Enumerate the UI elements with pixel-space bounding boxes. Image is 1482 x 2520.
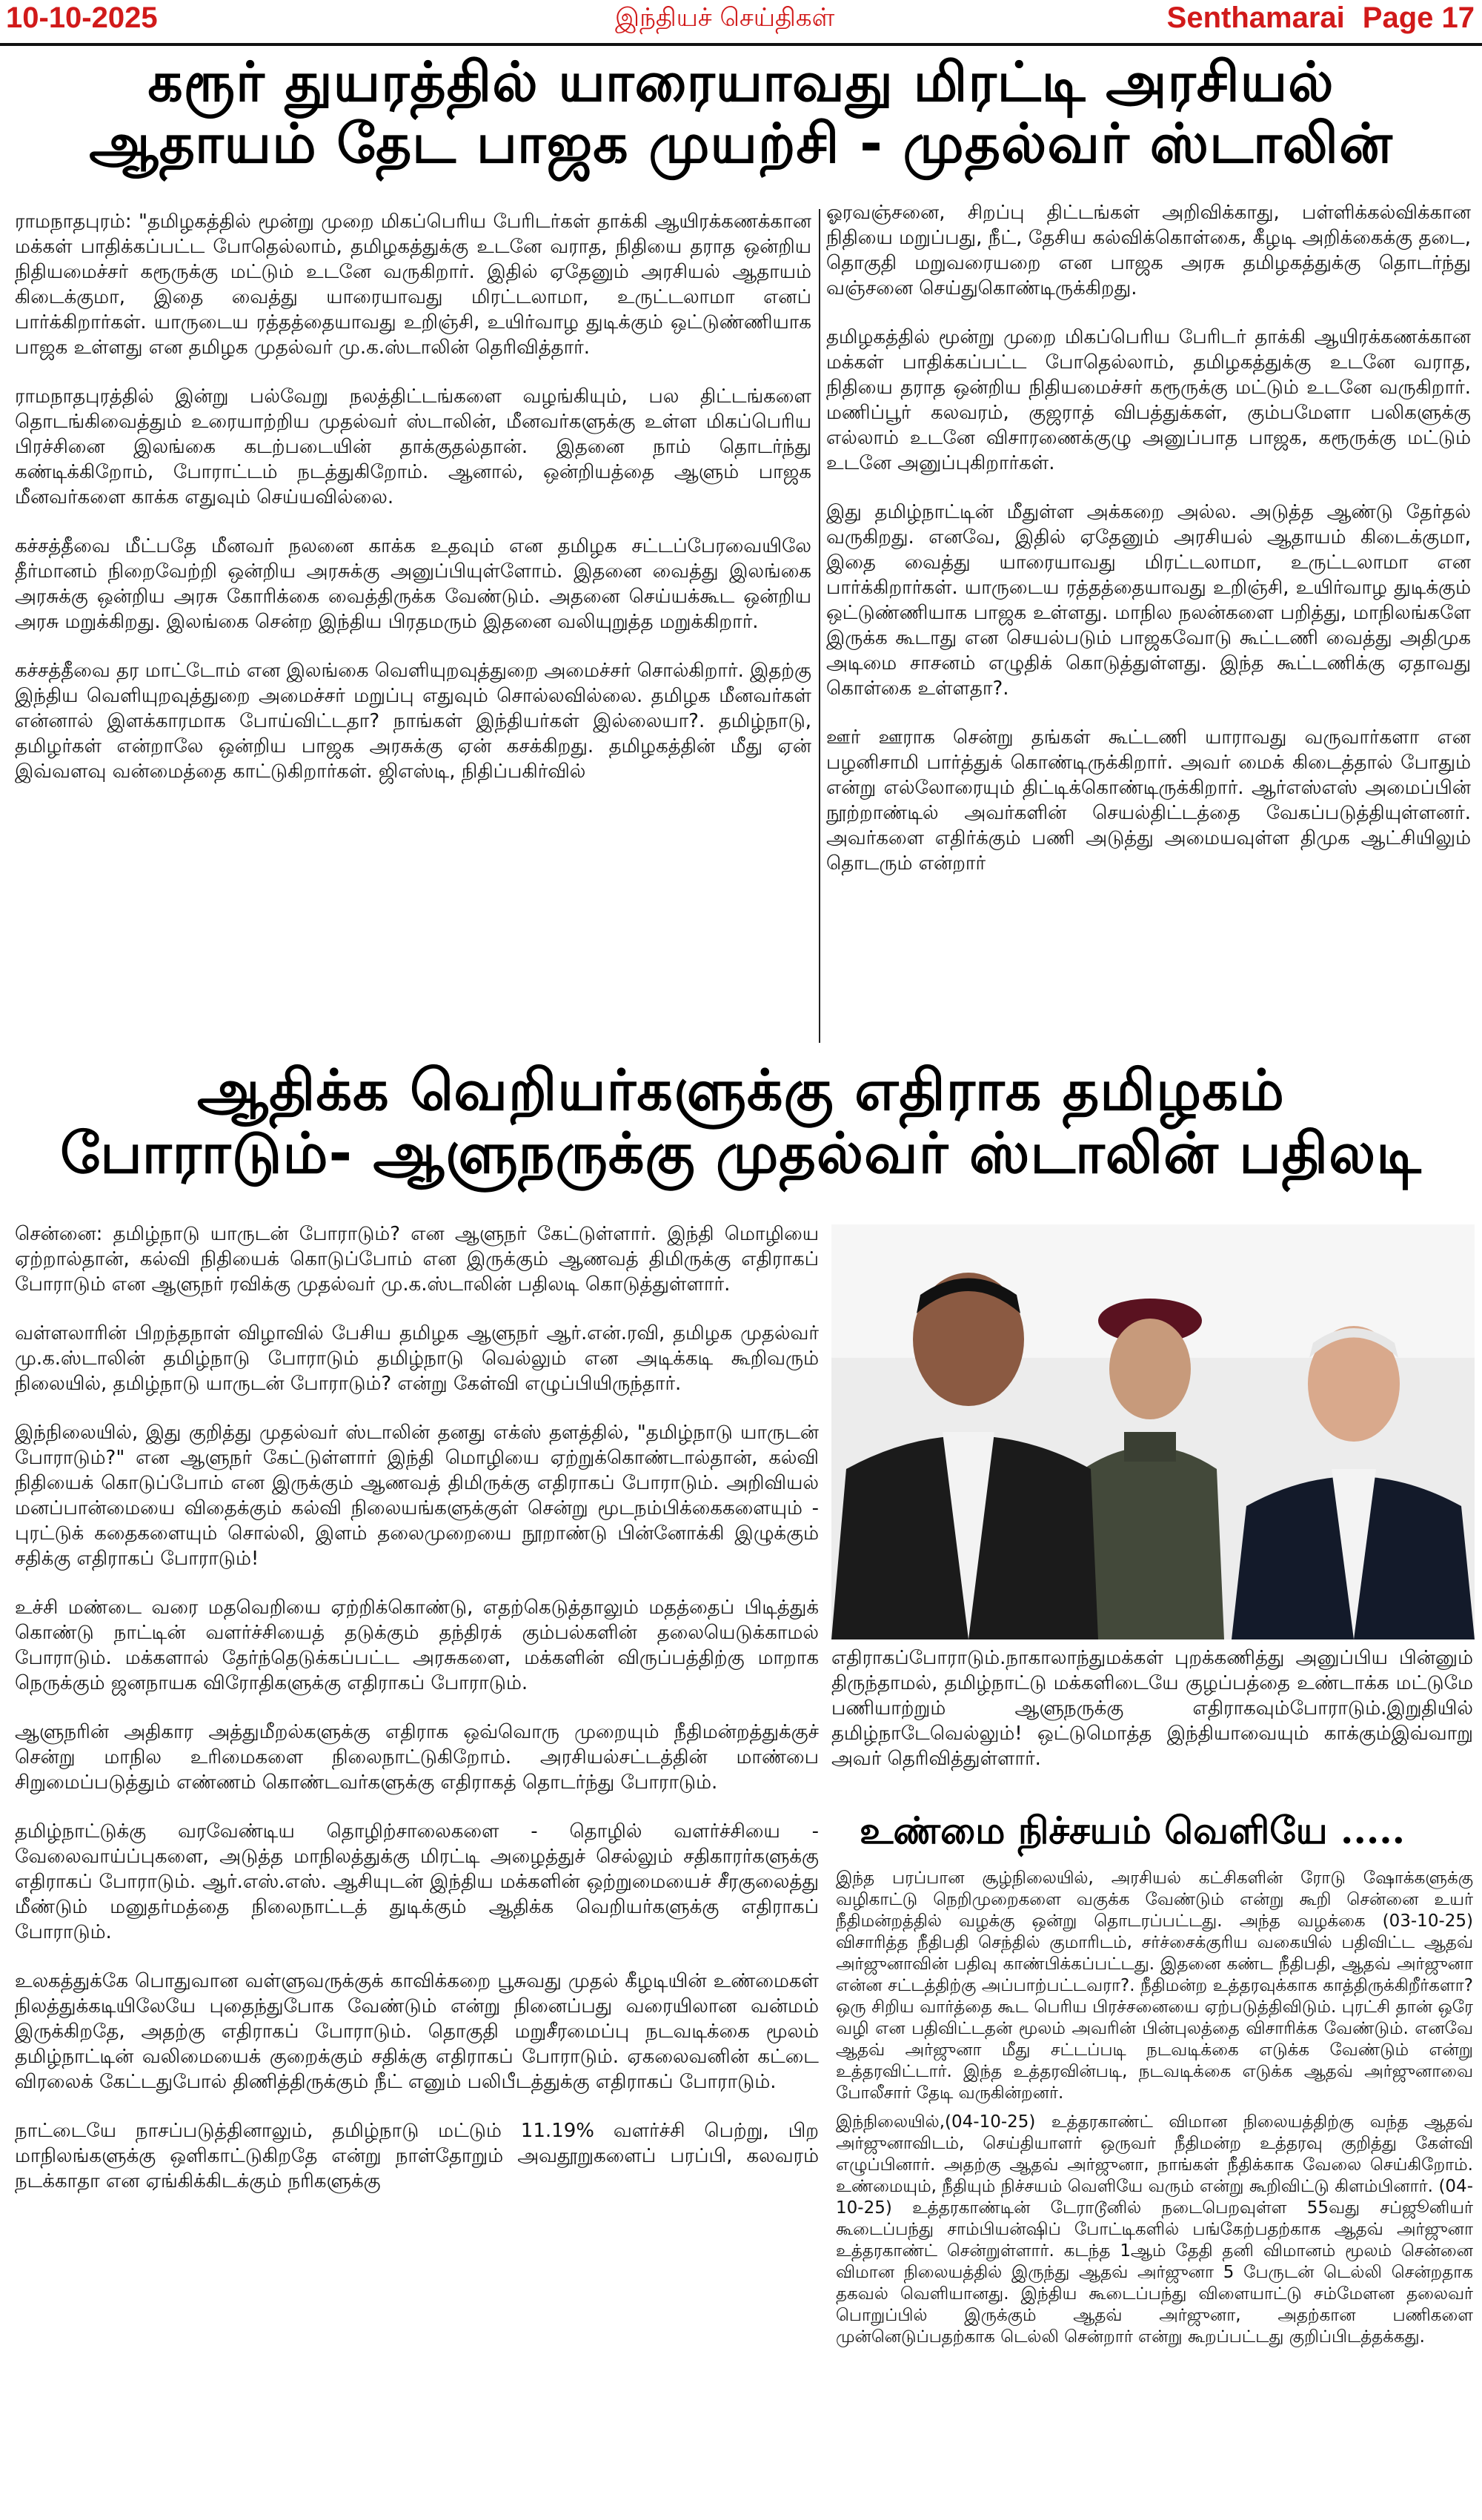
article1-paragraph: கச்சத்தீவை தர மாட்டோம் என இலங்கை வெளியுறவுத்துறை அமைச்சர் சொல்கிறார். இதற்கு இந்திய வெளியுறவுத்துறை அமைச்சர் மறுப்பு எதுவும் சொல்லவில்லை. தமிழக மீனவர்கள் என்னால் இளக்காரமாக போய்விட்டதா? நாங்கள் இந்தியர்கள் இல்லையா?. தமிழ்நாடு, தமிழர்கள் என்றாலே ஒன்றிய பாஜக அரசுக்கு ஏன் கசக்கிறது. தமிழகத்தின் மீது ஏன் இவ்வளவு வன்மைத்தை காட்டுகிறார்கள். ஜிஎஸ்டி, நிதிப்பகிர்வில் [15,660,811,783]
section-title: இந்தியச் செய்திகள் [615,3,835,33]
article1-paragraph: ஊர் ஊராக சென்று தங்கள் கூட்டணி யாராவது வருவார்களா என பழனிசாமி பார்த்துக் கொண்டிருக்கிறார். அவர் மைக் கிடைத்தால் போதும் என்று எல்லோரையும் திட்டிக்கொண்டிருக்கிறார். ஆர்எஸ்எஸ் அமைப்பின் நூற்றாண்டில் அவர்களின் செயல்திட்டத்தை வேகப்படுத்தியுள்ளனர். அவர்களை எதிர்க்கும் பணி அடுத்து அமையவுள்ள திமுக ஆட்சியிலும் தொடரும் என்றார் [826,726,1471,875]
article2-headline-line2: போராடும்- ஆளுநருக்கு முதல்வர் ஸ்டாலின் பதிலடி [60,1120,1422,1187]
article1-right-column [826,200,1471,900]
article1-headline-line2: ஆதாயம் தேட பாஜக முயற்சி - முதல்வர் ஸ்டாலின் [89,111,1393,176]
article1-paragraph: இது தமிழ்நாட்டின் மீதுள்ள அக்கறை அல்ல. அடுத்த ஆண்டு தேர்தல் வருகிறது. எனவே, இதில் ஏதேனும் அரசியல் ஆதாயம் கிடைக்குமா, இதை வைத்து யாரையாவது மிரட்டலாமா, உருட்டலாமா என பார்க்கிறார்கள். யாருடைய ரத்தத்தையாவது உறிஞ்சி, உயிர்வாழ துடிக்கும் ஒட்டுண்ணியாக பாஜக உள்ளது. மாநில நலன்களை பறித்து, மாநிலங்களே இருக்க கூடாது என செயல்படும் பாஜகவோடு கூட்டணி வைத்து அதிமுக அடிமை சாசனம் எழுதிக் கொடுத்துள்ளது. இந்த கூட்டணிக்கு ஏதாவது கொள்கை உள்ளதா?. [826,501,1471,700]
publication-info [1167,1,1475,35]
article3-paragraph: இந்நிலையில்,(04-10-25) உத்தரகாண்ட் விமான நிலையத்திற்கு வந்த ஆதவ் அர்ஜுனாவிடம், செய்தியாளர் ஒருவர் நீதிமன்ற உத்தரவு குறித்து கேள்வி எழுப்பினார். அதற்கு ஆதவ் அர்ஜுனா, நாங்கள் நீதிக்காக வேலை செய்கிறோம். உண்மையும், நீதியும் நிச்சயம் வெளியே வரும் என்று கூறிவிட்டு கிளம்பினார். (04-10-25) உத்தரகாண்டின் டேராடூனில் நடைபெறவுள்ள 55வது சப்ஜூனியர் கூடைப்பந்து சாம்பியன்ஷிப் போட்டிகளில் பங்கேற்பதற்காக ஆதவ் அர்ஜுனா உத்தரகாண்ட் சென்றுள்ளார். கடந்த 1ஆம் தேதி தனி விமானம் மூலம் சென்னை விமான நிலையத்தில் இருந்து ஆதவ் அர்ஜுனா 5 பேருடன் டெல்லி சென்றதாக தகவல் வெளியானது. இந்திய கூடைப்பந்து விளையாட்டு சம்மேளன தலைவர் பொறுப்பில் இருக்கும் ஆதவ் அர்ஜுனா, அதற்கான பணிகளை முன்னெடுப்பதற்காக டெல்லி சென்றார் என்று கூறப்பட்டது குறிப்பிடத்தக்கது. [836,2112,1473,2347]
page-number: Page 17 [1362,1,1475,34]
news-photo [831,1224,1475,1639]
article2-headline-line1: ஆதிக்க வெறியர்களுக்கு எதிராக தமிழகம் [197,1057,1285,1123]
article1-headline [15,52,1467,175]
article3-paragraph: இந்த பரப்பான சூழ்நிலையில், அரசியல் கட்சிகளின் ரோடு ஷோக்களுக்கு வழிகாட்டு நெறிமுறைகளை வகுக்க வேண்டும் என்று கூறி சென்னை உயர் நீதிமன்றத்தில் வழக்கு ஒன்று தொடரப்பட்டது. அந்த வழக்கை (03-10-25) விசாரித்த நீதிபதி செந்தில் குமாரிடம், சர்ச்சைக்குரிய வகையில் பதிவிட்ட ஆதவ் அர்ஜுனாவின் பதிவு காண்பிக்கப்பட்டது. இதனை கண்ட நீதிபதி, ஆதவ் அர்ஜுனா என்ன சட்டத்திற்கு அப்பாற்பட்டவரா?. நீதிமன்ற உத்தரவுக்காக காத்திருக்கிறீர்களா? ஒரு சிறிய வார்த்தை கூட பெரிய பிரச்சனையை ஏற்படுத்திவிடும். புரட்சி தான் ஒரே வழி என பதிவிட்டதன் மூலம் அவரின் பின்புலத்தை விசாரிக்க வேண்டும். எனவே ஆதவ் அர்ஜுனா மீது சட்டப்படி நடவடிக்கை எடுக்க வேண்டும் என்று உத்தரவிட்டார். இந்த உத்தரவின்படி, நடவடிக்கை எடுக்க ஆதவ் அர்ஜுனாவை போலீசார் தேடி வருகின்றனர். [836,1869,1473,2103]
article1-paragraph: ஓரவஞ்சனை, சிறப்பு திட்டங்கள் அறிவிக்காது, பள்ளிக்கல்விக்கான நிதியை மறுப்பது, நீட், தேசிய கல்விக்கொள்கை, கீழடி அறிக்கைக்கு தடை, தொகுதி மறுவரையறை என பாஜக அரசு தமிழகத்துக்கு தொடர்ந்து வஞ்சனை செய்துகொண்டிருக்கிறது. [826,202,1471,299]
column-divider [819,209,820,1043]
article2-paragraph: வள்ளலாரின் பிறந்தநாள் விழாவில் பேசிய தமிழக ஆளுநர் ஆர்.என்.ரவி, தமிழக முதல்வர் மு.க.ஸ்டாலின் தமிழ்நாடு போராடும் தமிழ்நாடு வெல்லும் என அடிக்கடி கூறிவரும் நிலையில், தமிழ்நாடு யாருடன் போராடும்? என்று கேள்வி எழுப்பியிருந்தார். [15,1322,819,1395]
article2-paragraph: உச்சி மண்டை வரை மதவெறியை ஏற்றிக்கொண்டு, எதற்கெடுத்தாலும் மதத்தைப் பிடித்துக் கொண்டு நாட்டின் வளர்ச்சியைத் தடுக்கும் தந்திரக் கும்பல்களின் தலையெடுக்காமல் போராடும். மக்களால் தேர்ந்தெடுக்கப்பட்ட அரசுகளை, மக்களின் விருப்பத்திற்கு மாறாக நெருக்கும் ஜனநாயக விரோதிகளுக்கு எதிராகப் போராடும். [15,1596,819,1694]
article2-paragraph: உலகத்துக்கே பொதுவான வள்ளுவருக்குக் காவிக்கறை பூசுவது முதல் கீழடியின் உண்மைகள் நிலத்துக்கடியிலேயே புதைந்துபோக வேண்டும் என்று நினைப்பது வரையிலான வன்மம் இருக்கிறதே, அதற்கு எதிராகப் போராடும். தொகுதி மறுசீரமைப்பு நடவடிக்கை மூலம் தமிழ்நாட்டின் வலிமையைக் குறைக்கும் சதிக்கு எதிராகப் போராடும். ஏகலைவனின் கட்டை விரலைக் கேட்டதுபோல் திணித்திருக்கும் நீட் எனும் பலிபீடத்துக்கு எதிராகப் போராடும். [15,1970,819,2093]
article1-left-column [15,209,811,808]
article2-paragraph: இந்நிலையில், இது குறித்து முதல்வர் ஸ்டாலின் தனது எக்ஸ் தளத்தில், "தமிழ்நாடு யாருடன் போராடும்?" என ஆளுநர் கேட்டுள்ளார் இந்தி மொழியை ஏற்றுக்கொண்டால்தான், கல்வி நிதியைக் கொடுப்போம் என இருக்கும் ஆணவத் திமிருக்கு எதிராகப் போராடும். அறிவியல் மனப்பான்மையை விதைக்கும் கல்வி நிலையங்களுக்குள் சென்று மூடநம்பிக்கைகளையும் - புரட்டுக் கதைகளையும் சொல்லி, இளம் தலைமுறையை நூறாண்டு பின்னோக்கி இழுக்கும் சதிக்கு எதிராகப் போராடும்! [15,1422,819,1570]
header-rule [0,43,1482,46]
article2-paragraph: தமிழ்நாட்டுக்கு வரவேண்டிய தொழிற்சாலைகளை - தொழில் வளர்ச்சியை - வேலைவாய்ப்புகளை, அடுத்த மாநிலத்துக்கு மிரட்டி அழைத்துச் செல்லும் சதிகாரர்களுக்கு எதிராகப் போராடும். ஆர்.எஸ்.எஸ். ஆசியுடன் இந்திய மக்களின் ஒற்றுமையைச் சீரகுலைத்து மீண்டும் மனுதர்மத்தை நிலைநாட்டத் துடிக்கும் ஆதிக்க வெறியர்களுக்கு எதிராகப் போராடும். [15,1820,819,1943]
article2-paragraph: ஆளுநரின் அதிகார அத்துமீறல்களுக்கு எதிராக ஒவ்வொரு முறையும் நீதிமன்றத்துக்குச் சென்று மாநில உரிமைகளை நிலைநாட்டுகிறோம். அரசியல்சட்டத்தின் மாண்பை சிறுமைப்படுத்தும் எண்ணம் கொண்டவர்களுக்கு எதிராகத் தொடர்ந்து போராடும். [15,1721,819,1794]
issue-date: 10-10-2025 [6,1,158,34]
article2-left-column [15,1221,819,2218]
article1-paragraph: ராமநாதபுரம்: "தமிழகத்தில் மூன்று முறை மிகப்பெரிய பேரிடர்கள் தாக்கி ஆயிரக்கணக்கான மக்கள் பாதிக்கப்பட்ட போதெல்லாம், தமிழகத்துக்கு உடனே வராத, நிதியை தராத ஒன்றிய நிதியமைச்சர் கரூருக்கு மட்டும் உடனே வருகிறார். இதில் ஏதேனும் அரசியல் ஆதாயம் கிடைக்குமா, இதை வைத்து யாரையாவது மிரட்டலாமா, உருட்டலாமா எனப் பார்க்கிறார்கள். யாருடைய ரத்தத்தையாவது உறிஞ்சி, உயிர்வாழ துடிக்கும் ஒட்டுண்ணியாக பாஜக உள்ளது என தமிழக முதல்வர் மு.க.ஸ்டாலின் தெரிவித்தார். [15,210,811,359]
article2-paragraph: நாட்டையே நாசப்படுத்தினாலும், தமிழ்நாடு மட்டும் 11.19% வளர்ச்சி பெற்று, பிற மாநிலங்களுக்கு ஒளிகாட்டுகிறதே என்று நாள்தோறும் அவதூறுகளைப் பரப்பி, கலவரம் நடக்காதா என ஏங்கிக்கிடக்கும் நரிகளுக்கு [15,2120,819,2192]
article3-headline: உண்மை நிச்சயம் வெளியே ..... [860,1808,1406,1852]
article2-paragraph: சென்னை: தமிழ்நாடு யாருடன் போராடும்? என ஆளுநர் கேட்டுள்ளார். இந்தி மொழியை ஏற்றால்தான், கல்வி நிதியைக் கொடுப்போம் என இருக்கும் ஆணவத் திமிருக்கு எதிராகப் போராடும் என ஆளுநர் ரவிக்கு முதல்வர் மு.க.ஸ்டாலின் பதிலடி கொடுத்துள்ளார். [15,1223,819,1296]
article3-column [836,1868,1473,2355]
article2-paragraph: எதிராகப்போராடும்.நாகாலாந்துமக்கள் புறக்கணித்து அனுப்பிய பின்னும் திருந்தாமல், தமிழ்நாட்டு மக்களிடையே குழப்பத்தை உண்டாக்க மட்டுமே பணியாற்றும் ஆளுநருக்கு எதிராகவும்போராடும்.இறுதியில் தமிழ்நாடேவெல்லும்! ஒட்டுமொத்த இந்தியாவையும் காக்கும்இவ்வாறு அவர் தெரிவித்துள்ளார். [831,1647,1473,1770]
article1-paragraph: தமிழகத்தில் மூன்று முறை மிகப்பெரிய பேரிடர் தாக்கி ஆயிரக்கணக்கான மக்கள் பாதிக்கப்பட்ட போதெல்லாம், தமிழகத்துக்கு உடனே வராத, நிதியை தராத ஒன்றிய நிதியமைச்சர் கரூருக்கு மட்டும் உடனே வருகிறார். மணிப்பூர் கலவரம், குஜராத் விபத்துக்கள், கும்பமேளா பலிகளுக்கு எல்லாம் உடனே விசாரணைக்குழு அனுப்பாத பாஜக, கரூருக்கு மட்டும் உடனே அனுப்புகிறார்கள். [826,326,1471,474]
photo-icon [831,1224,1475,1639]
article1-headline-line1: கரூர் துயரத்தில் யாரையாவது மிரட்டி அரசியல் [147,50,1335,114]
article2-headline [15,1057,1467,1187]
article1-paragraph: கச்சத்தீவை மீட்பதே மீனவர் நலனை காக்க உதவும் என தமிழக சட்டப்பேரவையிலே தீர்மானம் நிறைவேற்றி ஒன்றிய அரசுக்கு அனுப்பியுள்ளோம். இதனை வைத்து இலங்கை அரசுக்கு ஒன்றிய அரசு கோரிக்கை வைத்திருக்க வேண்டும். அதனை செய்யக்கூட ஒன்றிய அரசு மறுக்கிறது. இலங்கை சென்ற இந்திய பிரதமரும் இதனை வலியுறுத்த மறுக்கிறார். [15,535,811,633]
article2-right-column [831,1645,1473,1795]
article1-paragraph: ராமநாதபுரத்தில் இன்று பல்வேறு நலத்திட்டங்களை வழங்கியும், பல திட்டங்களை தொடங்கிவைத்தும் உரையாற்றிய முதல்வர் ஸ்டாலின், மீனவர்களுக்கு உள்ள மிகப்பெரிய பிரச்சினை இலங்கை கடற்படையின் தாக்குதல்தான். இதனை நாம் தொடர்ந்து கண்டிக்கிறோம், போராட்டம் நடத்துகிறோம். ஆனால், ஒன்றியத்தை ஆளும் பாஜக மீனவர்களை காக்க எதுவும் செய்யவில்லை. [15,385,811,508]
publication-name: Senthamarai [1166,1,1345,34]
